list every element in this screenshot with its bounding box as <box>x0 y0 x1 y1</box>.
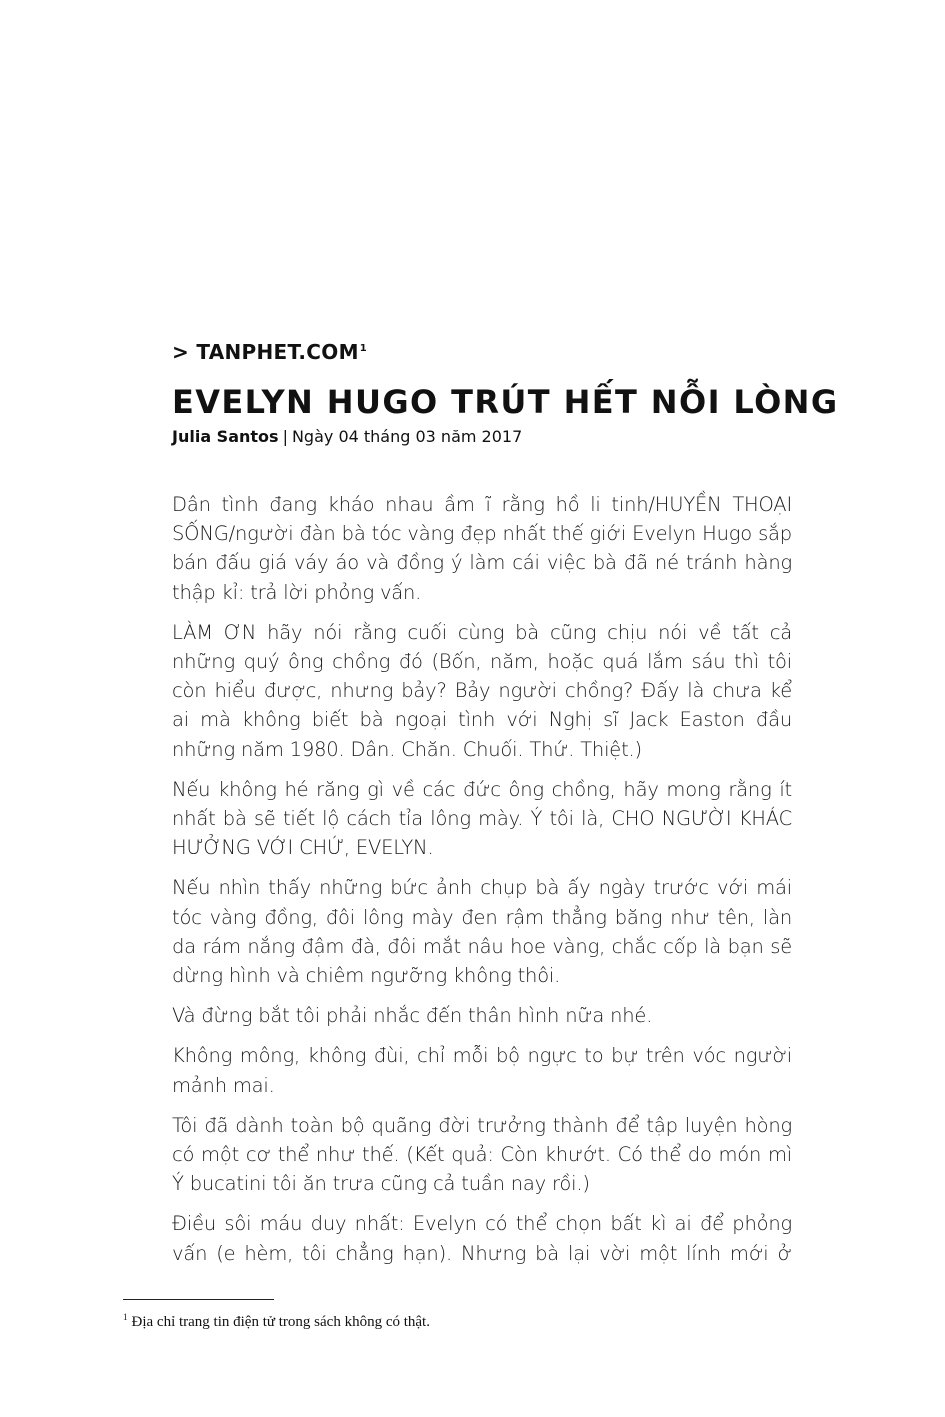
paragraph: Dân tình đang kháo nhau ầm ĩ rằng hồ li tinh/HUYỀN THOẠI SỐNG/người đàn bà tóc vàng đẹp nhất thế giới Evelyn Hugo sắp bán đấu giá váy áo và đồng ý làm cái việc bà đã né tránh hàng thập kỉ: trả lời phỏng vấn. <box>172 493 792 604</box>
footnote-text: Địa chỉ trang tin điện tử trong sách không có thật. <box>131 1314 430 1330</box>
paragraph: LÀM ƠN hãy nói rằng cuối cùng bà cũng chịu nói về tất cả những quý ông chồng đó (Bốn, năm, hoặc quá lắm sáu thì tôi còn hiểu được, nhưng bảy? Bảy người chồng? Đấy là chưa kể ai mà không biết bà ngoại tình với Nghị sĩ Jack Easton đầu những năm 1980. Dân. Chăn. Chuối. Thứ. Thiệt.) <box>172 620 792 761</box>
paragraph: Tôi đã dành toàn bộ quãng đời trưởng thành để tập luyện hòng có một cơ thể như thế. (Kết quả: Còn khướt. Có thể do món mì Ý bucatini tôi ăn trưa cũng cả tuần nay rồi.) <box>172 1113 792 1196</box>
site-label <box>172 337 367 364</box>
article-headline: EVELYN HUGO TRÚT HẾT NỖI LÒNG <box>172 383 839 421</box>
article-body <box>172 490 792 1279</box>
paragraph: Nếu không hé răng gì về các đức ông chồng, hãy mong rằng ít nhất bà sẽ tiết lộ cách tỉa lông mày. Ý tôi là, CHO NGƯỜI KHÁC HƯỞNG VỚI CHỨ, EVELYN. <box>172 777 792 860</box>
byline <box>172 426 522 448</box>
site-prefix: > <box>172 340 197 364</box>
paragraph: Điều sôi máu duy nhất: Evelyn có thể chọn bất kì ai để phỏng vấn (e hèm, tôi chẳng hạn). Nhưng bà lại vời một lính mới ở <box>172 1212 792 1265</box>
paragraph: Không mông, không đùi, chỉ mỗi bộ ngực to bự trên vóc người mảnh mai. <box>172 1044 792 1097</box>
footnote-reference: 1 <box>359 343 368 354</box>
paragraph: Nếu nhìn thấy những bức ảnh chụp bà ấy ngày trước với mái tóc vàng đồng, đôi lông mày đen rậm thẳng băng như tên, làn da rám nắng đậm đà, đôi mắt nâu hoe vàng, chắc cốp là bạn sẽ dừng hình và chiêm ngưỡng không thôi. <box>172 876 792 988</box>
paragraph: Và đừng bắt tôi phải nhắc đến thân hình nữa nhé. <box>172 1004 653 1028</box>
footnote <box>123 1307 430 1332</box>
author-name: Julia Santos <box>172 427 279 446</box>
publish-date: Ngày 04 tháng 03 năm 2017 <box>291 427 523 446</box>
byline-separator: | <box>282 427 288 446</box>
site-name: TANPHET.COM <box>196 340 359 364</box>
footnote-marker: 1 <box>123 1312 128 1322</box>
footnote-divider <box>123 1299 274 1300</box>
